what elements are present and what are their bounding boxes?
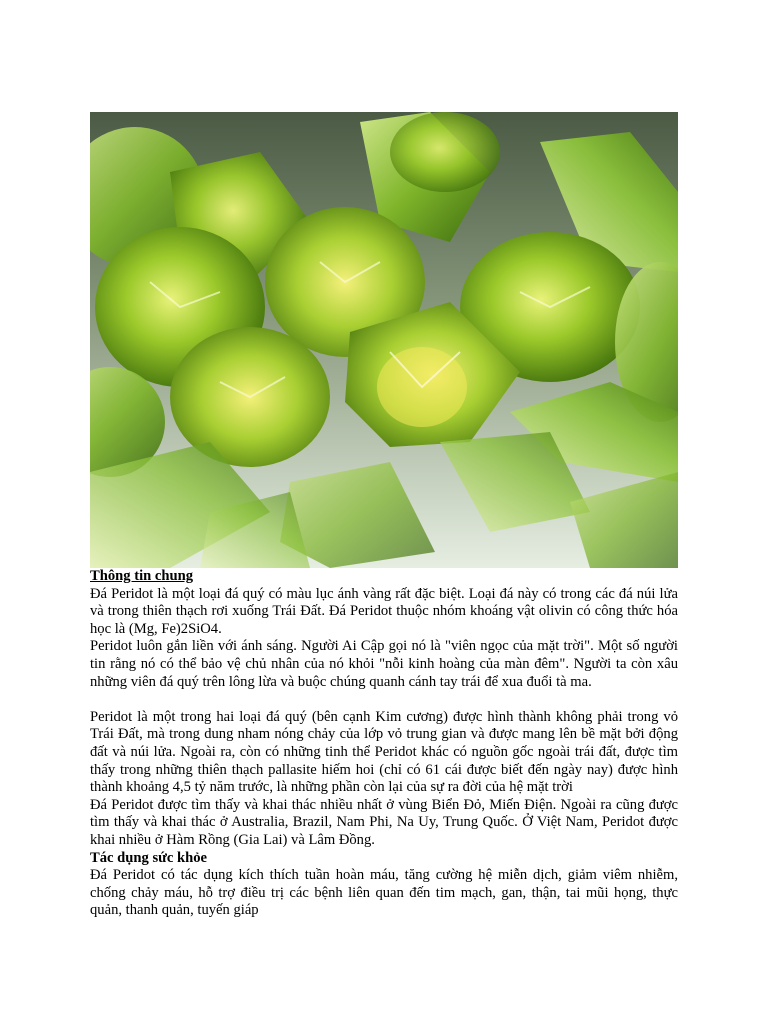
section-heading-health-effects: Tác dụng sức khỏe	[90, 849, 208, 866]
peridot-gemstones-photo	[90, 112, 678, 568]
article-body	[90, 568, 678, 920]
document-page	[90, 112, 678, 920]
paragraph: Đá Peridot có tác dụng kích thích tuần hoàn máu, tăng cường hệ miễn dịch, giảm viêm nhiễm, chống chảy máu, hỗ trợ điều trị các bệnh liên quan đến tim mạch, gan, thận, tai mũi họng, thực quản, thanh quản, tuyến giáp	[90, 867, 678, 919]
paragraph: Đá Peridot là một loại đá quý có màu lục ánh vàng rất đặc biệt. Loại đá này có trong các đá núi lửa và trong thiên thạch rơi xuống Trái Đất. Đá Peridot thuộc nhóm khoáng vật olivin có công thức hóa học là (Mg, Fe)2SiO4.	[90, 585, 678, 637]
paragraph: Peridot luôn gắn liền với ánh sáng. Người Ai Cập gọi nó là "viên ngọc của mặt trời". Một số người tin rằng nó có thể bảo vệ chủ nhân của nó khỏi "nỗi kinh hoàng của màn đêm". Người ta còn xâu những viên đá quý trên lông lừa và buộc chúng quanh cánh tay trái để xua đuổi tà ma.	[90, 638, 678, 690]
section-heading-general-info: Thông tin chung	[90, 568, 194, 584]
paragraph-spacer	[90, 691, 678, 709]
paragraph: Peridot là một trong hai loại đá quý (bên cạnh Kim cương) được hình thành không phải trong vỏ Trái Đất, mà trong dung nham nóng chảy của lớp vỏ trung gian và được mang lên bề mặt bởi động đất và núi lửa. Ngoài ra, còn có những tinh thể Peridot khác có nguồn gốc ngoài trái đất, được tìm thấy trong những thiên thạch pallasite hiếm hoi (chỉ có 61 cái được biết đến ngày nay) được hình thành khoảng 4,5 tỷ năm trước, là những phần còn lại của sự ra đời của hệ mặt trời	[90, 708, 678, 796]
paragraph: Đá Peridot được tìm thấy và khai thác nhiều nhất ở vùng Biển Đỏ, Miến Điện. Ngoài ra cũng được tìm thấy và khai thác ở Australia, Brazil, Nam Phi, Na Uy, Trung Quốc. Ở Việt Nam, Peridot được khai nhiều ở Hàm Rồng (Gia Lai) và Lâm Đồng.	[90, 796, 678, 848]
